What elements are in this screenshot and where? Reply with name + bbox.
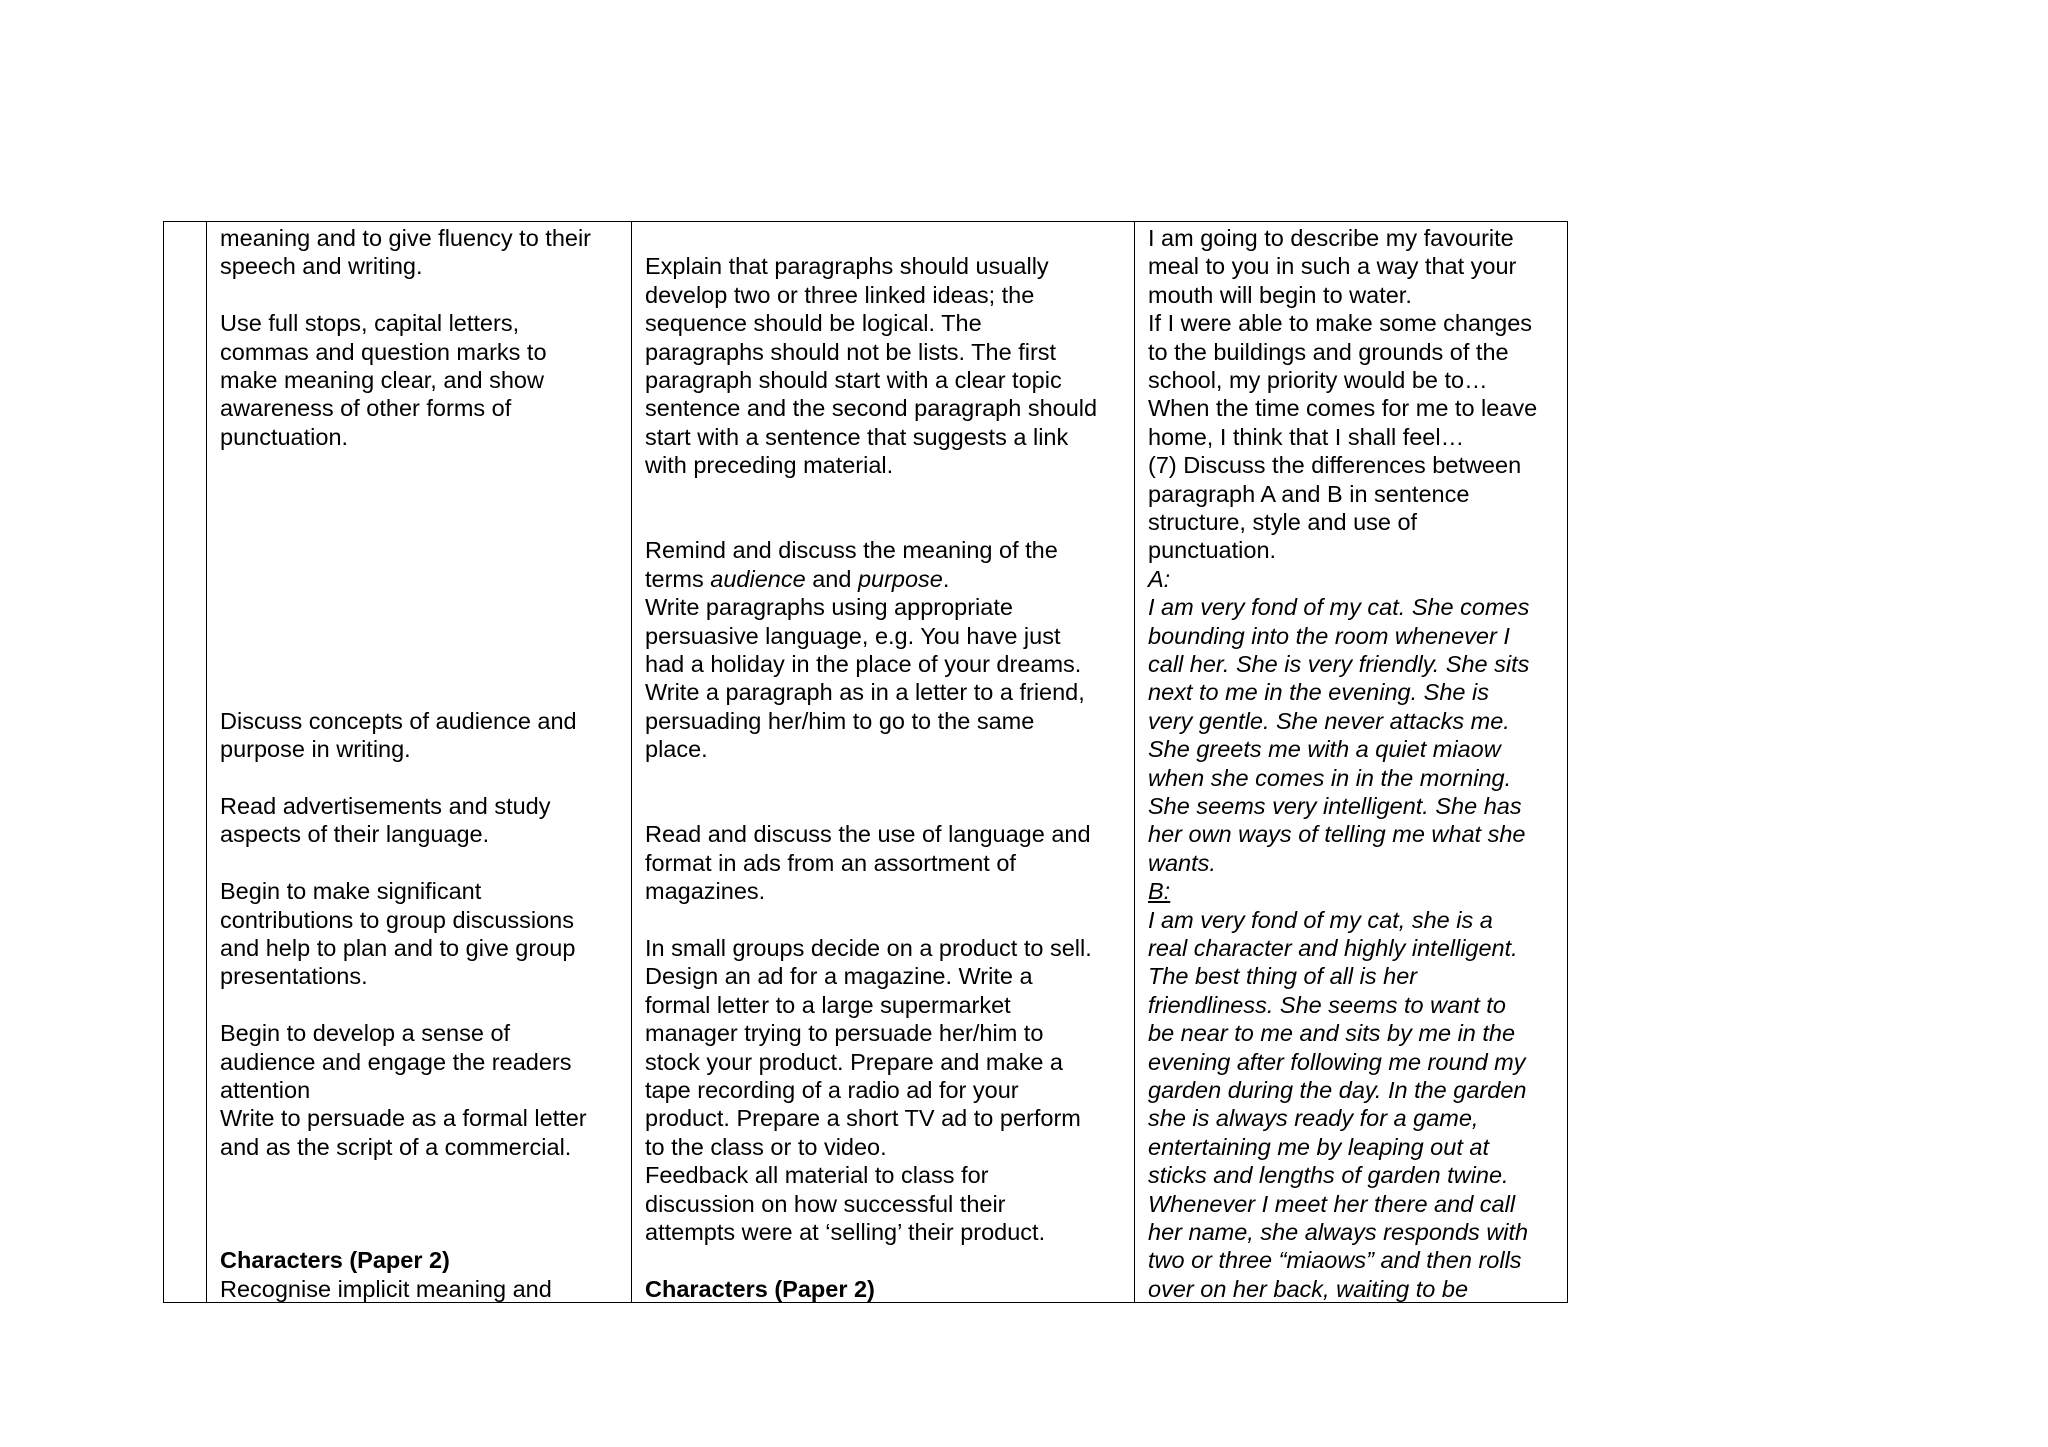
text-line: and as the script of a commercial.	[220, 1133, 572, 1160]
text-line: Characters (Paper 2)	[645, 1275, 875, 1302]
terms-and: and	[805, 565, 858, 592]
text-line: and help to plan and to give group	[220, 935, 576, 961]
text-line: place.	[645, 736, 708, 763]
text-line: I am very fond of my cat. She comes	[1148, 594, 1530, 621]
text-line: aspects of their language.	[220, 821, 490, 848]
text-line: purpose in writing.	[220, 736, 411, 763]
text-line: her own ways of telling me what she	[1148, 821, 1526, 848]
text-line: In small groups decide on a product to sell.	[645, 935, 1092, 961]
text-line: The best thing of all is her	[1148, 963, 1418, 990]
text-line: Write paragraphs using appropriate	[645, 594, 1013, 621]
text-line: product. Prepare a short TV ad to perform	[645, 1105, 1081, 1132]
text-line: I am very fond of my cat, she is a	[1148, 906, 1493, 933]
text-line: make meaning clear, and show	[220, 367, 544, 393]
text-line: paragraph A and B in sentence	[1148, 480, 1470, 507]
text-line: Use full stops, capital letters,	[220, 310, 520, 337]
text-line: If I were able to make some changes	[1148, 310, 1533, 337]
table-column-examples	[1134, 222, 1569, 1302]
text-line: Characters (Paper 2)	[220, 1247, 450, 1274]
text-line: Read and discuss the use of language and	[645, 821, 1091, 848]
text-line: Remind and discuss the meaning of the	[645, 537, 1058, 564]
text-line: develop two or three linked ideas; the	[645, 281, 1035, 308]
lesson-plan-table	[163, 221, 1568, 1303]
text-line: persuasive language, e.g. You have just	[645, 622, 1061, 649]
text-line: two or three “miaows” and then rolls	[1148, 1247, 1522, 1274]
text-line: formal letter to a large supermarket	[645, 991, 1011, 1018]
text-line: awareness of other forms of	[220, 395, 512, 422]
text-line: she is always ready for a game,	[1148, 1105, 1479, 1132]
text-line: wants.	[1148, 849, 1216, 876]
text-line: her name, she always responds with	[1148, 1219, 1529, 1245]
text-line: I am going to describe my favourite	[1148, 225, 1514, 251]
text-line: to the buildings and grounds of the	[1148, 338, 1509, 365]
text-line: start with a sentence that suggests a link	[645, 423, 1069, 450]
text-line: Discuss concepts of audience and	[220, 707, 577, 734]
text-line: when she comes in in the morning.	[1148, 764, 1512, 791]
text-line: home, I think that I shall feel…	[1148, 423, 1465, 450]
text-line: school, my priority would be to…	[1148, 367, 1488, 393]
text-line: contributions to group discussions	[220, 906, 575, 933]
text-line: When the time comes for me to leave	[1148, 395, 1538, 422]
text-line: B:	[1148, 878, 1171, 905]
text-line: Read advertisements and study	[220, 793, 551, 819]
text-line: very gentle. She never attacks me.	[1148, 707, 1510, 734]
text-line: speech and writing.	[220, 253, 423, 280]
table-column-objectives	[206, 222, 631, 1302]
text-line: Whenever I meet her there and call	[1148, 1190, 1516, 1217]
text-line: Explain that paragraphs should usually	[645, 253, 1049, 280]
text-line: bounding into the room whenever I	[1148, 622, 1510, 649]
text-line: sticks and lengths of garden twine.	[1148, 1162, 1509, 1189]
text-line: garden during the day. In the garden	[1148, 1077, 1527, 1103]
text-line: tape recording of a radio ad for your	[645, 1077, 1019, 1103]
text-line: Begin to develop a sense of	[220, 1020, 511, 1047]
text-line: presentations.	[220, 963, 368, 990]
text-line: next to me in the evening. She is	[1148, 679, 1489, 706]
text-line: to the class or to video.	[645, 1133, 887, 1160]
text-line: attempts were at ‘selling’ their product.	[645, 1219, 1046, 1245]
terms-lead: terms	[645, 565, 711, 592]
text-line: paragraphs should not be lists. The first	[645, 338, 1057, 365]
text-line: attention	[220, 1077, 311, 1103]
table-column-blank	[164, 222, 206, 1302]
text-line-terms	[645, 565, 949, 593]
text-line: friendliness. She seems to want to	[1148, 991, 1506, 1018]
text-line: She seems very intelligent. She has	[1148, 793, 1522, 819]
text-line: persuading her/him to go to the same	[645, 707, 1035, 734]
text-line: evening after following me round my	[1148, 1048, 1526, 1075]
text-line: sequence should be logical. The	[645, 310, 982, 337]
text-line: audience and engage the readers	[220, 1048, 572, 1075]
text-line: mouth will begin to water.	[1148, 281, 1412, 308]
term-purpose: purpose	[857, 565, 943, 592]
text-line: Recognise implicit meaning and	[220, 1275, 552, 1302]
text-line: magazines.	[645, 878, 766, 905]
text-line: commas and question marks to	[220, 338, 547, 365]
text-line: over on her back, waiting to be	[1148, 1275, 1469, 1302]
text-line: format in ads from an assortment of	[645, 849, 1016, 876]
text-line: sentence and the second paragraph should	[645, 395, 1098, 422]
text-line: meaning and to give fluency to their	[220, 225, 592, 251]
term-audience: audience	[710, 565, 806, 592]
text-line: punctuation.	[1148, 537, 1277, 564]
text-line: stock your product. Prepare and make a	[645, 1048, 1063, 1075]
text-line: Feedback all material to class for	[645, 1162, 989, 1189]
text-line: (7) Discuss the differences between	[1148, 452, 1522, 479]
terms-end: .	[942, 565, 950, 592]
text-line: Write a paragraph as in a letter to a friend,	[645, 679, 1085, 706]
text-line: had a holiday in the place of your dreams.	[645, 651, 1082, 677]
text-line: punctuation.	[220, 423, 349, 450]
text-line: with preceding material.	[645, 452, 894, 479]
text-line: manager trying to persuade her/him to	[645, 1020, 1044, 1047]
text-line: discussion on how successful their	[645, 1190, 1006, 1217]
text-line: meal to you in such a way that your	[1148, 253, 1517, 280]
text-line: Begin to make significant	[220, 878, 482, 905]
text-line: entertaining me by leaping out at	[1148, 1133, 1489, 1160]
text-line: call her. She is very friendly. She sits	[1148, 651, 1530, 677]
text-line: structure, style and use of	[1148, 509, 1418, 535]
text-line: Design an ad for a magazine. Write a	[645, 963, 1033, 990]
text-line: be near to me and sits by me in the	[1148, 1020, 1516, 1047]
text-line: real character and highly intelligent.	[1148, 935, 1518, 961]
text-line: She greets me with a quiet miaow	[1148, 736, 1501, 763]
text-line: A:	[1148, 565, 1171, 592]
text-line: paragraph should start with a clear topic	[645, 367, 1062, 393]
table-column-activities	[631, 222, 1134, 1302]
text-line: Write to persuade as a formal letter	[220, 1105, 587, 1132]
